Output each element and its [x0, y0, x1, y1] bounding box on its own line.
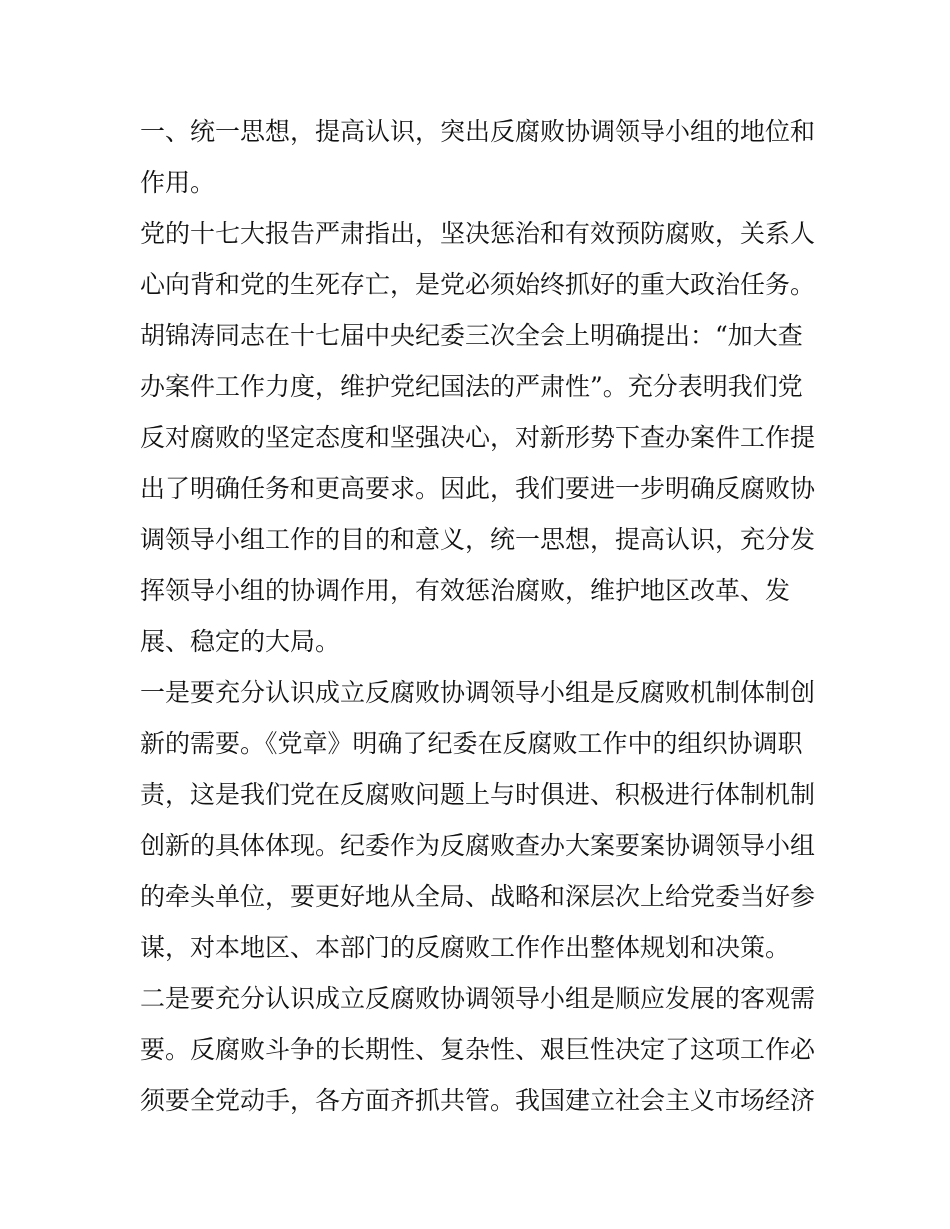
- paragraph-2: 一是要充分认识成立反腐败协调领导小组是反腐败机制体制创 新的需要。《党章》明确了纪委在反腐败工作中的组织协调职 责，这是我们党在反腐败问题上与时俱进、积极进行体制机制 创新的具体体现。纪委作为反腐败查办大案要案协调领导小组 的牵头单位，要更好地从全局、战略和深层次上给党委当好参 谋，对本地区、本部门的反腐败工作作出整体规划和决策。: [140, 678, 816, 962]
- section-heading: 一、统一思想，提高认识，突出反腐败协调领导小组的地位和 作用。: [140, 117, 816, 197]
- paragraph-1: 党的十七大报告严肃指出，坚决惩治和有效预防腐败，关系人 心向背和党的生死存亡，是党必须始终抓好的重大政治任务。 胡锦涛同志在十七届中央纪委三次全会上明确提出：“加大查 办案件工作力度，维护党纪国法的严肃性”。充分表明我们党 反对腐败的坚定态度和坚强决心，对新形势下查办案件工作提 出了明确任务和更高要求。因此，我们要进一步明确反腐败协 调领导小组工作的目的和意义，统一思想，提高认识，充分发 挥领导小组的协调作用，有效惩治腐败，维护地区改革、发 展、稳定的大局。: [140, 219, 816, 656]
- document-body: [140, 106, 820, 1126]
- paragraph-3: 二是要充分认识成立反腐败协调领导小组是顺应发展的客观需 要。反腐败斗争的长期性、复杂性、艰巨性决定了这项工作必 须要全党动手，各方面齐抓共管。我国建立社会主义市场经济: [140, 984, 816, 1115]
